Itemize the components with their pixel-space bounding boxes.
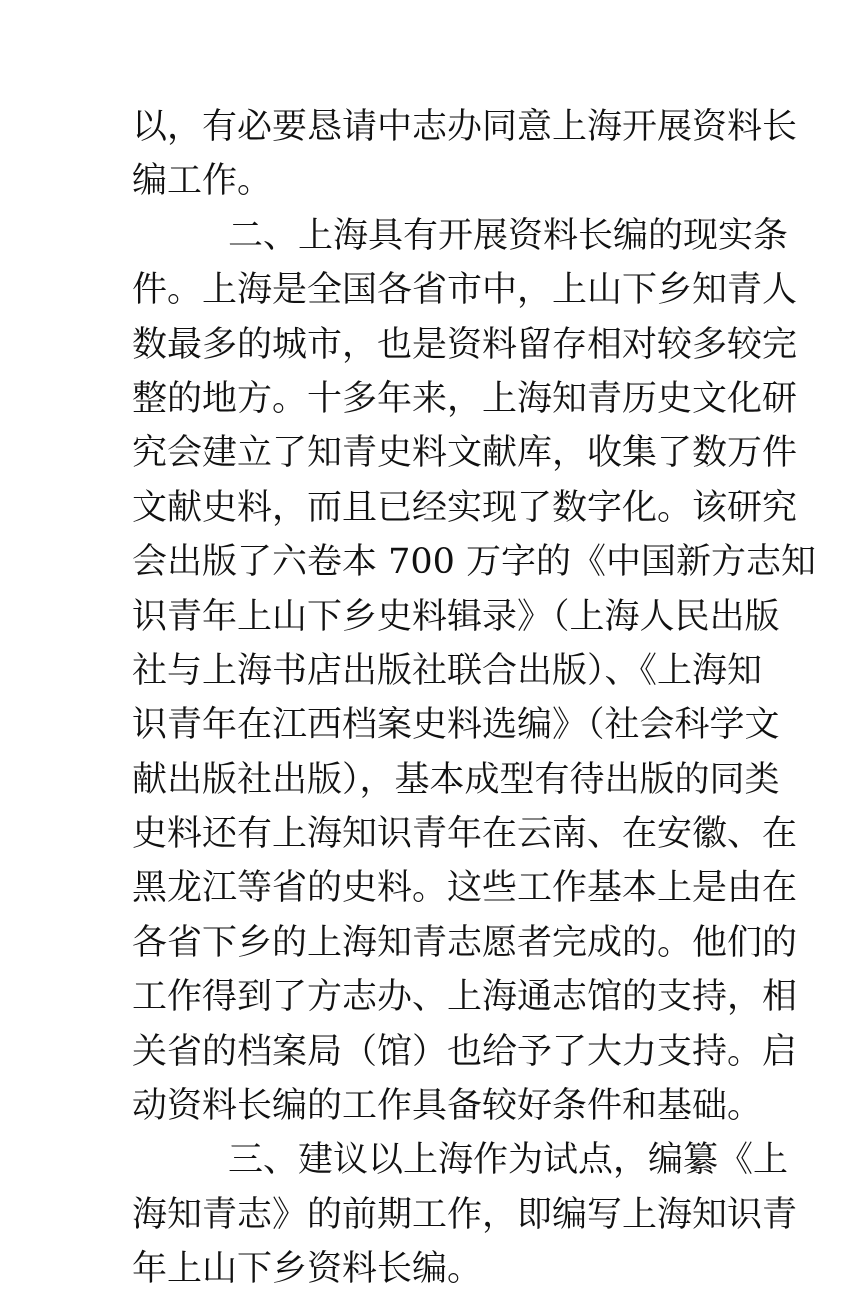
text-line: 数最多的城市，也是资料留存相对较多较完 (132, 324, 798, 365)
section-heading-line: 二、上海具有开展资料长编的现实条 (228, 215, 789, 256)
section-heading-line: 三、建议以上海作为试点，编纂《上 (228, 1140, 789, 1181)
text-line: 献出版社出版），基本成型有待出版的同类 (132, 759, 780, 800)
text-line: 整的地方。十多年来，上海知青历史文化研 (132, 378, 798, 419)
text-line: 社与上海书店出版社联合出版）、《上海知 (132, 650, 763, 691)
text-line: 会出版了六卷本 700 万字的《中国新方志知 (132, 542, 817, 583)
text-line: 海知青志》的前期工作，即编写上海知识青 (132, 1194, 798, 1235)
text-line: 工作得到了方志办、上海通志馆的支持，相 (132, 977, 798, 1018)
text-line: 各省下乡的上海知青志愿者完成的。他们的 (132, 922, 798, 963)
text-line: 件。上海是全国各省市中，上山下乡知青人 (132, 270, 798, 311)
text-line: 究会建立了知青史料文献库，收集了数万件 (132, 433, 798, 474)
text-line: 黑龙江等省的史料。这些工作基本上是由在 (132, 868, 798, 909)
text-line: 以，有必要恳请中志办同意上海开展资料长 (132, 107, 798, 147)
text-line: 动资料长编的工作具备较好条件和基础。 (132, 1086, 763, 1127)
text-line: 年上山下乡资料长编。 (132, 1249, 483, 1290)
text-line: 编工作。 (132, 161, 273, 202)
text-line: 文献史料，而且已经实现了数字化。该研究 (132, 487, 798, 528)
text-line: 关省的档案局（馆）也给予了大力支持。启 (132, 1031, 798, 1072)
text-line: 识青年上山下乡史料辑录》（上海人民出版 (132, 596, 780, 637)
text-line: 识青年在江西档案史料选编》（社会科学文 (132, 705, 780, 746)
body-text (132, 100, 817, 1297)
text-line: 史料还有上海知识青年在云南、在安徽、在 (132, 814, 798, 855)
